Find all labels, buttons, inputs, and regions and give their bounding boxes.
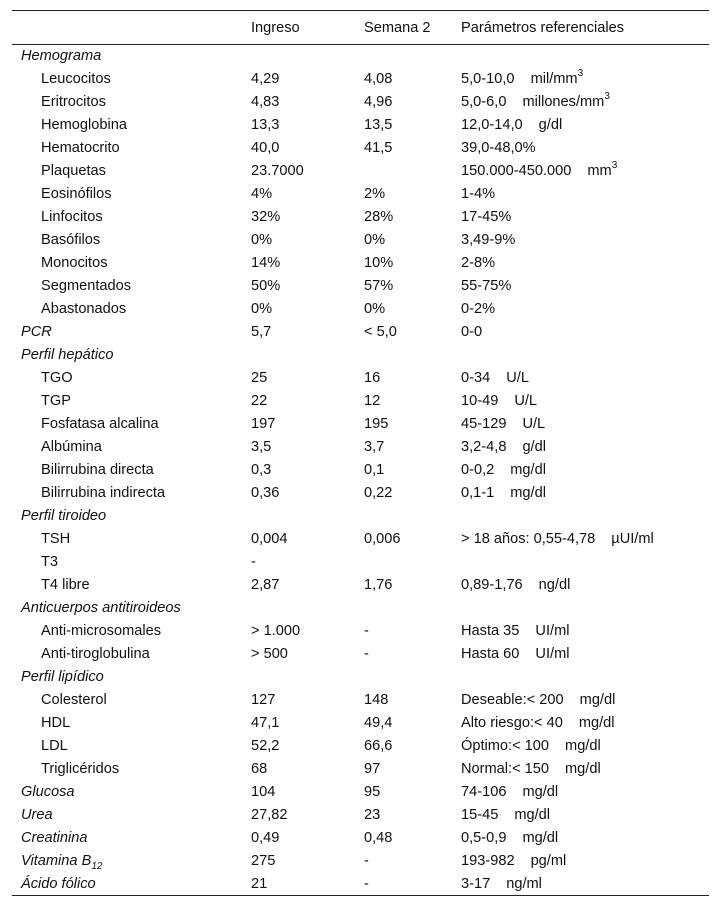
row-label <box>12 873 251 896</box>
lab-results-table <box>12 10 709 896</box>
row-label-text: Colesterol <box>41 692 107 708</box>
semana-2-value: 66,6 <box>364 738 393 754</box>
reference-range <box>461 459 709 482</box>
semana-2-value: 0,1 <box>364 462 385 478</box>
ingreso-value: 197 <box>251 416 276 432</box>
reference-value: 0,89-1,76 <box>461 577 523 593</box>
semana-2-value: 3,7 <box>364 439 385 455</box>
semana-2-value: 10% <box>364 255 394 271</box>
row-label-text: T4 libre <box>41 577 90 593</box>
reference-range <box>461 574 709 597</box>
reference-value: 0,5-0,9 <box>461 830 507 846</box>
ingreso-value: 25 <box>251 370 268 386</box>
ingreso-value: 2,87 <box>251 577 280 593</box>
row-label-text: Eosinófilos <box>41 186 112 202</box>
row-label-text: Creatinina <box>21 830 88 846</box>
row-label <box>12 114 251 137</box>
semana-2-value <box>364 45 461 68</box>
semana-2-value: 195 <box>364 416 389 432</box>
semana-2-value: 4,08 <box>364 71 393 87</box>
row-label <box>12 781 251 804</box>
reference-range <box>461 689 709 712</box>
reference-unit: UI/ml <box>535 623 570 639</box>
table-row <box>12 45 709 68</box>
semana-2-value: 12 <box>364 393 381 409</box>
ingreso-value: 275 <box>251 853 276 869</box>
row-label-text: T3 <box>41 554 59 570</box>
ingreso-value: 0,49 <box>251 830 280 846</box>
row-label <box>12 321 251 344</box>
row-label-text: Plaquetas <box>41 163 106 179</box>
row-label <box>12 597 251 620</box>
row-label-text: Segmentados <box>41 278 132 294</box>
reference-value: 12,0-14,0 <box>461 117 523 133</box>
row-label-text: Ácido fólico <box>21 875 96 892</box>
reference-range <box>461 229 709 252</box>
reference-range <box>461 505 709 528</box>
reference-unit: U/L <box>522 416 546 432</box>
semana-2-value: 0% <box>364 232 386 248</box>
table-row <box>12 137 709 160</box>
ingreso-value: 4,29 <box>251 71 280 87</box>
ingreso-value: 22 <box>251 393 268 409</box>
reference-range <box>461 643 709 666</box>
semana-2-value: 1,76 <box>364 577 393 593</box>
reference-unit: millones/mm <box>522 94 605 110</box>
header-parametros: Parámetros referenciales <box>461 19 625 36</box>
table-row <box>12 91 709 114</box>
reference-unit: ng/ml <box>506 875 542 892</box>
row-label <box>12 850 251 873</box>
header-label <box>12 11 251 45</box>
row-label <box>12 390 251 413</box>
ingreso-value: 50% <box>251 278 281 294</box>
reference-range <box>461 45 709 68</box>
semana-2-value: 41,5 <box>364 140 393 156</box>
table-row <box>12 344 709 367</box>
table-row <box>12 643 709 666</box>
row-label-text: Hemograma <box>21 48 102 65</box>
reference-range <box>461 781 709 804</box>
table-row <box>12 183 709 206</box>
row-label-text: Eritrocitos <box>41 94 106 110</box>
reference-unit: mil/mm <box>530 71 578 87</box>
reference-range <box>461 804 709 827</box>
reference-unit: UI/ml <box>535 646 570 662</box>
reference-value: 39,0-48,0% <box>461 140 536 156</box>
table-row <box>12 689 709 712</box>
row-label <box>12 206 251 229</box>
row-label <box>12 505 251 528</box>
semana-2-value: 13,5 <box>364 117 393 133</box>
table-row <box>12 850 709 873</box>
ingreso-value: 68 <box>251 761 268 777</box>
reference-range <box>461 252 709 275</box>
reference-value: 5,0-10,0 <box>461 71 515 87</box>
row-label-text: Abastonados <box>41 301 127 317</box>
header-semana-2: Semana 2 <box>364 19 431 36</box>
reference-range <box>461 160 709 183</box>
reference-value: 17-45% <box>461 209 512 225</box>
reference-range <box>461 390 709 413</box>
reference-unit: mg/dl <box>522 830 559 846</box>
table-row <box>12 551 709 574</box>
table-header <box>12 11 709 45</box>
reference-value: > 18 años: 0,55-4,78 <box>461 531 596 547</box>
reference-unit: mg/dl <box>579 692 616 708</box>
reference-value: 45-129 <box>461 416 507 432</box>
reference-range <box>461 321 709 344</box>
ingreso-value <box>251 344 364 367</box>
row-label <box>12 620 251 643</box>
row-label-text: Leucocitos <box>41 71 111 87</box>
reference-range <box>461 68 709 91</box>
semana-2-value: 49,4 <box>364 715 393 731</box>
reference-value: 1-4% <box>461 186 496 202</box>
table-row <box>12 321 709 344</box>
semana-2-value <box>364 505 461 528</box>
table-row <box>12 367 709 390</box>
row-label-text: Anticuerpos antitiroideos <box>21 600 181 616</box>
table-row <box>12 781 709 804</box>
semana-2-value <box>364 666 461 689</box>
table-row <box>12 735 709 758</box>
reference-range <box>461 206 709 229</box>
row-label-text: Urea <box>21 807 53 823</box>
ingreso-value: - <box>251 554 256 570</box>
row-label <box>12 712 251 735</box>
semana-2-value: 23 <box>364 807 381 823</box>
row-label <box>12 367 251 390</box>
row-label-text: Vitamina B <box>21 853 92 869</box>
semana-2-value: 97 <box>364 761 381 777</box>
reference-value: 15-45 <box>461 807 499 823</box>
row-label-text: Basófilos <box>41 232 101 248</box>
reference-range <box>461 551 709 574</box>
reference-value: 0-2% <box>461 301 496 317</box>
semana-2-value: 148 <box>364 692 389 708</box>
row-label-text: Triglicéridos <box>41 761 120 777</box>
ingreso-value: 0% <box>251 301 273 317</box>
reference-range <box>461 620 709 643</box>
table-row <box>12 712 709 735</box>
reference-value: Alto riesgo:< 40 <box>461 715 563 731</box>
ingreso-value: 13,3 <box>251 117 280 133</box>
reference-value: 3-17 <box>461 875 491 892</box>
row-label-text: Perfil tiroideo <box>21 508 107 524</box>
reference-range <box>461 344 709 367</box>
reference-range <box>461 137 709 160</box>
semana-2-value: 28% <box>364 209 394 225</box>
reference-value: 74-106 <box>461 784 507 800</box>
table-row <box>12 482 709 505</box>
row-label-text: Hematocrito <box>41 140 120 156</box>
reference-unit: ng/dl <box>538 577 571 593</box>
row-label-subscript: 12 <box>91 860 103 872</box>
reference-unit: g/dl <box>522 439 546 455</box>
table-row <box>12 804 709 827</box>
reference-unit: mg/dl <box>510 485 546 501</box>
reference-unit: mg/dl <box>510 462 546 478</box>
ingreso-value: 32% <box>251 209 281 225</box>
table-row <box>12 275 709 298</box>
row-label-text: Fosfatasa alcalina <box>41 416 159 432</box>
row-label <box>12 574 251 597</box>
semana-2-value: 0,006 <box>364 531 401 547</box>
table-row <box>12 298 709 321</box>
ingreso-value: 23.7000 <box>251 163 304 179</box>
reference-range <box>461 850 709 873</box>
reference-range <box>461 367 709 390</box>
row-label <box>12 344 251 367</box>
reference-range <box>461 712 709 735</box>
row-label <box>12 160 251 183</box>
reference-unit: mg/dl <box>565 738 601 754</box>
semana-2-value: 0,22 <box>364 485 393 501</box>
ingreso-value <box>251 666 364 689</box>
ingreso-value: 104 <box>251 784 276 800</box>
ingreso-value: 0% <box>251 232 273 248</box>
table-row <box>12 620 709 643</box>
row-label <box>12 275 251 298</box>
ingreso-value: 27,82 <box>251 807 288 823</box>
row-label-text: Perfil hepático <box>21 347 114 363</box>
table-body <box>12 45 709 896</box>
table-row <box>12 252 709 275</box>
reference-range <box>461 91 709 114</box>
ingreso-value <box>251 505 364 528</box>
table-row <box>12 160 709 183</box>
reference-value: 0-0 <box>461 324 483 340</box>
row-label-text: TSH <box>41 531 71 547</box>
semana-2-value <box>364 344 461 367</box>
semana-2-value: 2% <box>364 186 386 202</box>
table-row <box>12 459 709 482</box>
reference-value: 3,2-4,8 <box>461 439 507 455</box>
table-row <box>12 68 709 91</box>
table-row <box>12 873 709 896</box>
row-label-text: Glucosa <box>21 784 75 800</box>
unit-superscript: 3 <box>611 160 618 172</box>
row-label <box>12 735 251 758</box>
reference-value: 3,49-9% <box>461 232 516 248</box>
reference-range <box>461 758 709 781</box>
reference-value: Deseable:< 200 <box>461 692 564 708</box>
row-label <box>12 643 251 666</box>
row-label <box>12 827 251 850</box>
semana-2-value: 0% <box>364 301 386 317</box>
row-label <box>12 298 251 321</box>
row-label-text: Anti-tiroglobulina <box>41 646 150 662</box>
reference-unit: U/L <box>506 370 529 386</box>
row-label-text: Anti-microsomales <box>41 623 162 639</box>
reference-unit: g/dl <box>538 117 563 133</box>
semana-2-value: - <box>364 853 369 869</box>
row-label <box>12 689 251 712</box>
row-label <box>12 436 251 459</box>
semana-2-value: 95 <box>364 784 381 800</box>
reference-range <box>461 413 709 436</box>
reference-value: 2-8% <box>461 255 496 271</box>
reference-value: 0-0,2 <box>461 462 495 478</box>
row-label <box>12 459 251 482</box>
reference-value: 10-49 <box>461 393 499 409</box>
table-row <box>12 758 709 781</box>
table-row <box>12 413 709 436</box>
reference-value: Normal:< 150 <box>461 761 550 777</box>
row-label <box>12 183 251 206</box>
semana-2-value: 57% <box>364 278 394 294</box>
table-row <box>12 114 709 137</box>
row-label-text: Hemoglobina <box>41 117 127 133</box>
unit-superscript: 3 <box>604 91 610 103</box>
table-row <box>12 436 709 459</box>
header-ingreso: Ingreso <box>251 19 300 36</box>
reference-value: Óptimo:< 100 <box>461 738 550 754</box>
semana-2-value <box>364 597 461 620</box>
semana-2-value: < 5,0 <box>364 324 397 340</box>
reference-range <box>461 183 709 206</box>
row-label <box>12 551 251 574</box>
ingreso-value: 4% <box>251 186 273 202</box>
row-label-text: Bilirrubina directa <box>41 462 154 478</box>
row-label-text: Bilirrubina indirecta <box>41 485 166 501</box>
table-row <box>12 505 709 528</box>
row-label <box>12 45 251 68</box>
reference-range <box>461 528 709 551</box>
table-row <box>12 597 709 620</box>
reference-range <box>461 436 709 459</box>
reference-range <box>461 827 709 850</box>
table-row <box>12 574 709 597</box>
reference-range <box>461 275 709 298</box>
row-label <box>12 229 251 252</box>
row-label <box>12 758 251 781</box>
row-label-text: Monocitos <box>41 255 108 271</box>
reference-range <box>461 114 709 137</box>
ingreso-value: 21 <box>251 875 268 892</box>
ingreso-value: 47,1 <box>251 715 280 731</box>
semana-2-value <box>364 160 461 183</box>
semana-2-value: - <box>364 623 369 639</box>
row-label-text: Perfil lipídico <box>21 669 104 685</box>
row-label <box>12 252 251 275</box>
reference-value: Hasta 35 <box>461 623 520 639</box>
header-row <box>12 11 709 45</box>
semana-2-value: 16 <box>364 370 381 386</box>
reference-value: 193-982 <box>461 853 515 869</box>
reference-range <box>461 298 709 321</box>
ingreso-value <box>251 45 364 68</box>
semana-2-value: 4,96 <box>364 94 393 110</box>
ingreso-value: 0,004 <box>251 531 288 547</box>
reference-range <box>461 735 709 758</box>
ingreso-value: 3,5 <box>251 439 272 455</box>
table-row <box>12 390 709 413</box>
semana-2-value: 0,48 <box>364 830 393 846</box>
table-row <box>12 827 709 850</box>
reference-value: 55-75% <box>461 278 512 294</box>
reference-unit: mg/dl <box>578 715 615 731</box>
reference-unit: mm <box>587 163 612 179</box>
ingreso-value: 5,7 <box>251 324 272 340</box>
reference-value: 150.000-450.000 <box>461 163 572 179</box>
reference-range <box>461 597 709 620</box>
semana-2-value <box>364 551 461 574</box>
row-label-text: TGO <box>41 370 73 386</box>
row-label <box>12 482 251 505</box>
row-label <box>12 804 251 827</box>
semana-2-value: - <box>364 875 369 892</box>
ingreso-value: 127 <box>251 692 276 708</box>
ingreso-value: 0,36 <box>251 485 280 501</box>
ingreso-value: > 1.000 <box>251 623 301 639</box>
reference-unit: pg/ml <box>530 853 567 869</box>
row-label <box>12 91 251 114</box>
unit-superscript: 3 <box>577 68 584 80</box>
reference-value: Hasta 60 <box>461 646 520 662</box>
table-row <box>12 666 709 689</box>
table-row <box>12 229 709 252</box>
row-label-text: LDL <box>41 738 68 754</box>
row-label-text: HDL <box>41 715 71 731</box>
reference-unit: mg/dl <box>514 807 551 823</box>
table-row <box>12 206 709 229</box>
reference-value: 0,1-1 <box>461 485 495 501</box>
ingreso-value: 0,3 <box>251 462 272 478</box>
row-label <box>12 528 251 551</box>
semana-2-value: - <box>364 646 369 662</box>
row-label-text: Linfocitos <box>41 209 103 225</box>
table-row <box>12 528 709 551</box>
reference-value: 5,0-6,0 <box>461 94 507 110</box>
row-label <box>12 413 251 436</box>
row-label-text: TGP <box>41 393 71 409</box>
reference-unit: mg/dl <box>565 761 601 777</box>
row-label <box>12 137 251 160</box>
row-label-text: PCR <box>21 324 52 340</box>
reference-unit: mg/dl <box>522 784 559 800</box>
ingreso-value: > 500 <box>251 646 288 662</box>
reference-unit: U/L <box>514 393 538 409</box>
ingreso-value: 40,0 <box>251 140 280 156</box>
ingreso-value: 4,83 <box>251 94 280 110</box>
reference-range <box>461 873 709 896</box>
reference-range <box>461 482 709 505</box>
row-label-text: Albúmina <box>41 439 102 455</box>
ingreso-value: 14% <box>251 255 281 271</box>
reference-unit: µUI/ml <box>611 531 654 547</box>
reference-value: 0-34 <box>461 370 491 386</box>
row-label <box>12 68 251 91</box>
ingreso-value: 52,2 <box>251 738 280 754</box>
row-label <box>12 666 251 689</box>
reference-range <box>461 666 709 689</box>
ingreso-value <box>251 597 364 620</box>
